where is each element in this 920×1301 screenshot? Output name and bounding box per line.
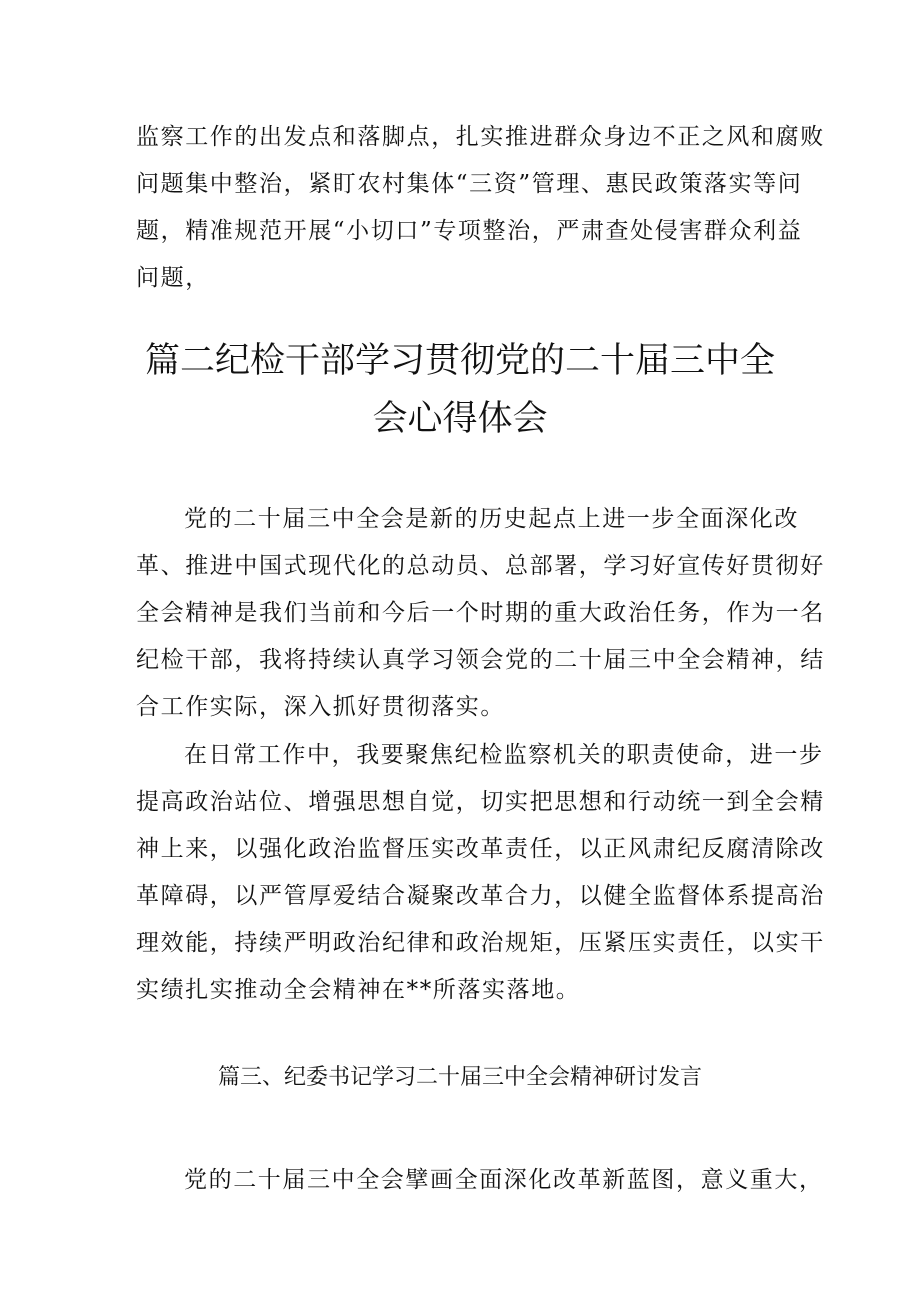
paragraph-line: 监察工作的出发点和落脚点，扎实推进群众身边不正之风和腐败 bbox=[136, 124, 825, 150]
paragraph-line: 提高政治站位、增强思想自觉，切实把思想和行动统一到全会精 bbox=[136, 789, 825, 815]
paragraph-line: 党的二十届三中全会是新的历史起点上进一步全面深化改 bbox=[184, 506, 799, 532]
section-two-paragraph-1 bbox=[136, 496, 825, 731]
paragraph-line: 神上来，以强化政治监督压实改革责任，以正风肃纪反腐清除改 bbox=[136, 836, 825, 862]
paragraph-line: 合工作实际，深入抓好贯彻落实。 bbox=[136, 694, 505, 720]
paragraph-line: 题，精准规范开展“小切口”专项整治，严肃查处侵害群众利益 bbox=[136, 218, 803, 244]
paragraph-line: 问题， bbox=[136, 265, 210, 291]
paragraph-line: 革、推进中国式现代化的总动员、总部署，学习好宣传好贯彻好 bbox=[136, 553, 825, 579]
title-line: 会心得体会 bbox=[372, 399, 548, 439]
section-three-title: 篇三、纪委书记学习二十届三中全会精神研讨发言 bbox=[217, 1065, 702, 1090]
paragraph-line: 问题集中整治，紧盯农村集体“三资”管理、惠民政策落实等问 bbox=[136, 171, 803, 197]
paragraph-line: 全会精神是我们当前和今后一个时期的重大政治任务，作为一名 bbox=[136, 600, 825, 626]
section-two-title bbox=[120, 332, 800, 448]
paragraph-line: 在日常工作中，我要聚焦纪检监察机关的职责使命，进一步 bbox=[184, 742, 824, 768]
paragraph-line: 党的二十届三中全会擘画全面深化改革新蓝图，意义重大， bbox=[184, 1167, 824, 1193]
section-two-paragraph-2 bbox=[136, 732, 825, 1014]
paragraph-line: 实绩扎实推动全会精神在**所落实落地。 bbox=[136, 977, 581, 1003]
title-line: 篇二纪检干部学习贯彻党的二十届三中全 bbox=[144, 341, 775, 381]
section-three-paragraph-1 bbox=[136, 1157, 824, 1204]
paragraph-line: 革障碍，以严管厚爱结合凝聚改革合力，以健全监督体系提高治 bbox=[136, 883, 825, 909]
paragraph-line: 理效能，持续严明政治纪律和政治规矩，压紧压实责任，以实干 bbox=[136, 930, 825, 956]
intro-paragraph bbox=[136, 114, 825, 302]
paragraph-line: 纪检干部，我将持续认真学习领会党的二十届三中全会精神，结 bbox=[136, 647, 825, 673]
